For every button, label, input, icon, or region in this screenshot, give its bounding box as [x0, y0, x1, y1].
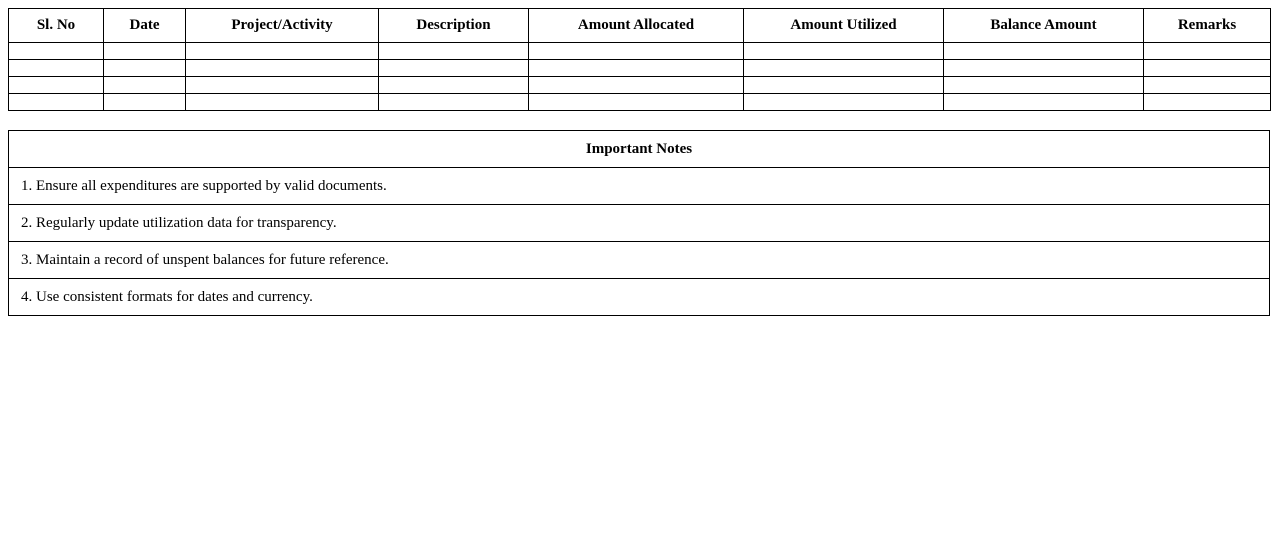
- table-cell: [529, 60, 744, 77]
- table-cell: [186, 77, 379, 94]
- header-sl-no: Sl. No: [9, 9, 104, 43]
- table-cell: [944, 60, 1144, 77]
- important-notes-table: [8, 130, 1270, 316]
- notes-title: Important Notes: [9, 131, 1270, 168]
- table-cell: [104, 43, 186, 60]
- note-text: 1. Ensure all expenditures are supported by valid documents.: [9, 168, 1270, 205]
- header-amount-allocated: Amount Allocated: [529, 9, 744, 43]
- list-item: [9, 279, 1270, 316]
- note-text: 2. Regularly update utilization data for transparency.: [9, 205, 1270, 242]
- header-project-activity: Project/Activity: [186, 9, 379, 43]
- fund-utilization-table: [8, 8, 1271, 111]
- list-item: [9, 205, 1270, 242]
- table-cell: [1144, 77, 1271, 94]
- table-cell: [104, 77, 186, 94]
- header-amount-utilized: Amount Utilized: [744, 9, 944, 43]
- table-row: [9, 94, 1271, 111]
- table-cell: [529, 43, 744, 60]
- table-cell: [9, 60, 104, 77]
- table-cell: [1144, 94, 1271, 111]
- table-cell: [944, 43, 1144, 60]
- table-cell: [744, 43, 944, 60]
- header-balance-amount: Balance Amount: [944, 9, 1144, 43]
- document-page: [8, 8, 1270, 316]
- table-cell: [744, 60, 944, 77]
- table-cell: [944, 94, 1144, 111]
- table-row: [9, 77, 1271, 94]
- table-cell: [744, 77, 944, 94]
- note-text: 3. Maintain a record of unspent balances for future reference.: [9, 242, 1270, 279]
- header-remarks: Remarks: [1144, 9, 1271, 43]
- table-row: [9, 43, 1271, 60]
- table-cell: [529, 77, 744, 94]
- table-cell: [104, 94, 186, 111]
- table-cell: [529, 94, 744, 111]
- header-date: Date: [104, 9, 186, 43]
- table-cell: [944, 77, 1144, 94]
- table-cell: [379, 77, 529, 94]
- table-cell: [379, 94, 529, 111]
- table-cell: [186, 43, 379, 60]
- table-cell: [186, 60, 379, 77]
- table-header-row: [9, 9, 1271, 43]
- table-cell: [9, 94, 104, 111]
- note-text: 4. Use consistent formats for dates and currency.: [9, 279, 1270, 316]
- table-cell: [379, 60, 529, 77]
- table-cell: [379, 43, 529, 60]
- notes-header-row: [9, 131, 1270, 168]
- table-cell: [186, 94, 379, 111]
- table-cell: [1144, 60, 1271, 77]
- table-cell: [1144, 43, 1271, 60]
- table-cell: [104, 60, 186, 77]
- list-item: [9, 168, 1270, 205]
- table-cell: [744, 94, 944, 111]
- table-row: [9, 60, 1271, 77]
- list-item: [9, 242, 1270, 279]
- table-cell: [9, 43, 104, 60]
- table-cell: [9, 77, 104, 94]
- header-description: Description: [379, 9, 529, 43]
